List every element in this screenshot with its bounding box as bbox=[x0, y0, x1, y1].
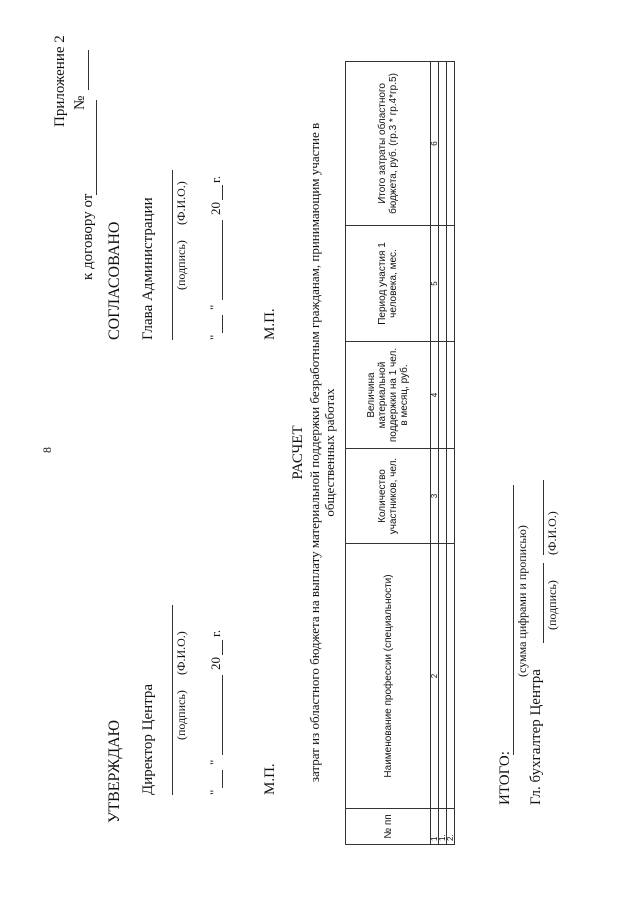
total-line bbox=[513, 485, 514, 755]
approve-name-label: (Ф.И.О.) bbox=[174, 631, 188, 675]
table-cell bbox=[439, 449, 447, 544]
annex-title: Приложение 2 bbox=[52, 35, 68, 127]
approve-position: Директор Центра bbox=[140, 683, 156, 795]
accountant-sign-label: (подпись) bbox=[545, 580, 559, 630]
table-cell bbox=[439, 62, 447, 226]
calc-table bbox=[345, 61, 455, 845]
table-cell: 1. bbox=[439, 809, 447, 845]
approve-date-month-line bbox=[222, 675, 223, 755]
approve-name-line bbox=[172, 605, 173, 675]
approve-stamp: М.П. bbox=[262, 763, 278, 795]
annex-contract-label: к договору от bbox=[80, 193, 96, 280]
table-row bbox=[447, 62, 455, 845]
agree-sign-label: (подпись) bbox=[174, 240, 188, 290]
header-total-cost: Итого затраты областного бюджета, руб. (гр.3 * гр.4*гр.5) bbox=[346, 62, 431, 226]
header-period: Период участия 1 человека, мес. bbox=[346, 226, 431, 342]
agree-date-year: 20 bbox=[208, 202, 223, 215]
agree-date-day-line bbox=[222, 315, 223, 333]
accountant-sign-line bbox=[543, 563, 544, 643]
agree-date-quote-close: " bbox=[207, 304, 222, 310]
approve-date-year: 20 bbox=[208, 657, 223, 670]
table-cell: 5 bbox=[431, 226, 439, 342]
accountant-label: Гл. бухгалтер Центра bbox=[528, 669, 544, 805]
agree-name-label: (Ф.И.О.) bbox=[174, 181, 188, 225]
agree-sign-line bbox=[172, 220, 173, 340]
agree-position: Глава Администрации bbox=[140, 197, 156, 340]
table-cell bbox=[447, 62, 455, 226]
table-header-row bbox=[346, 62, 431, 845]
agree-date-quote-open: " bbox=[207, 334, 222, 340]
table-cell bbox=[447, 449, 455, 544]
total-label: ИТОГО: bbox=[497, 751, 513, 805]
agree-date-suffix: г. bbox=[208, 175, 223, 183]
annex-number-label: № bbox=[72, 95, 88, 110]
agree-date-year-line bbox=[222, 185, 223, 200]
page-number: 8 bbox=[40, 447, 54, 453]
table-numbering-row bbox=[431, 62, 439, 845]
accountant-name-label: (Ф.И.О.) bbox=[545, 511, 559, 555]
approve-date-quote-close: " bbox=[207, 759, 222, 765]
table-cell bbox=[447, 544, 455, 809]
agree-title: СОГЛАСОВАНО bbox=[106, 221, 123, 340]
approve-title: УТВЕРЖДАЮ bbox=[106, 719, 123, 823]
table-cell bbox=[447, 226, 455, 342]
table-cell bbox=[439, 544, 447, 809]
table-cell: 2. bbox=[447, 809, 455, 845]
approve-sign-label: (подпись) bbox=[174, 690, 188, 740]
annex-number-line bbox=[88, 50, 89, 90]
agree-stamp: М.П. bbox=[262, 308, 278, 340]
header-participants: Количество участников, чел. bbox=[346, 449, 431, 544]
agree-name-line bbox=[172, 170, 173, 220]
header-number: № пп bbox=[346, 809, 431, 845]
table-cell: 1 bbox=[431, 809, 439, 845]
approve-sign-line bbox=[172, 675, 173, 795]
approve-date-suffix: г. bbox=[208, 629, 223, 637]
approve-date-quote-open: " bbox=[207, 789, 222, 795]
total-caption: (сумма цифрами и прописью) bbox=[515, 525, 529, 677]
table-cell: 6 bbox=[431, 62, 439, 226]
header-support-amount: Величина материальной поддержки на 1 чел. в месяц, руб. bbox=[346, 342, 431, 449]
annex-contract-line bbox=[96, 100, 97, 195]
calc-subtitle-line1: затрат из областного бюджета на выплату материальной поддержки безработным гражданам, принимающим участие в bbox=[307, 122, 322, 783]
agree-date-month-line bbox=[222, 220, 223, 300]
header-profession: Наименование профессии (специальности) bbox=[346, 544, 431, 809]
table-cell bbox=[447, 342, 455, 449]
accountant-name-line bbox=[543, 480, 544, 555]
table-row bbox=[439, 62, 447, 845]
table-cell: 2 bbox=[431, 544, 439, 809]
approve-date-day-line bbox=[222, 770, 223, 788]
table-cell: 3 bbox=[431, 449, 439, 544]
approve-date-year-line bbox=[222, 640, 223, 655]
calc-title: РАСЧЕТ bbox=[290, 425, 306, 480]
table-cell bbox=[439, 342, 447, 449]
table-cell: 4 bbox=[431, 342, 439, 449]
table-cell bbox=[439, 226, 447, 342]
calc-subtitle-line2: общественных работах bbox=[322, 388, 337, 517]
